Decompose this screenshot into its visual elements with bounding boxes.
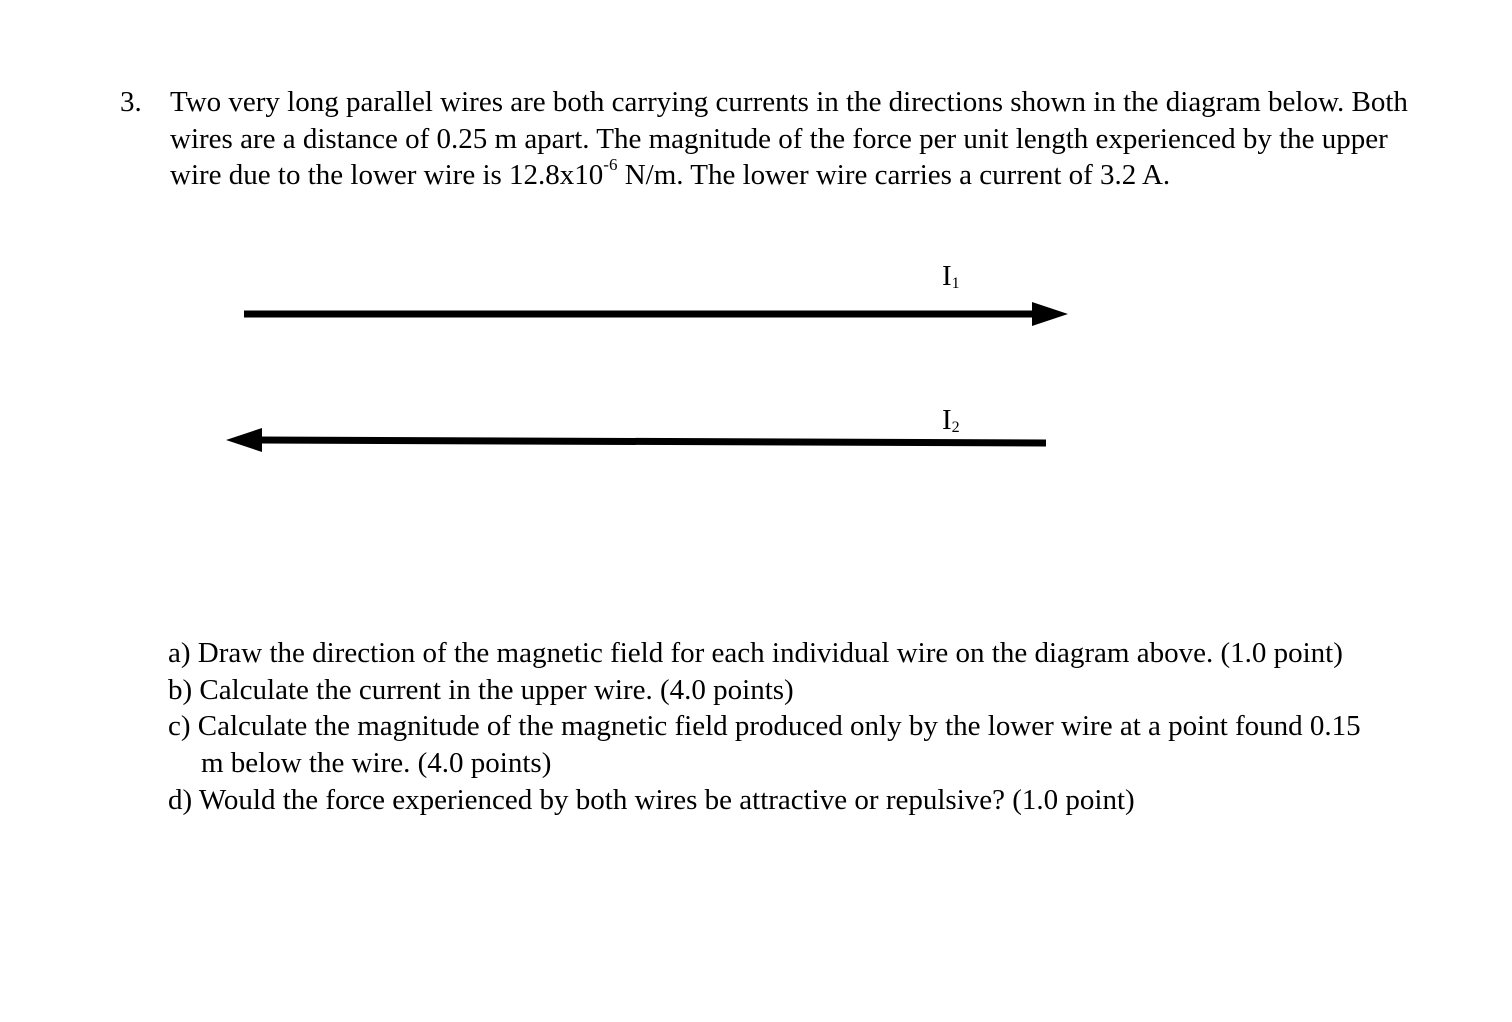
lower-current-symbol: I xyxy=(942,404,952,436)
upper-current-symbol: I xyxy=(942,260,952,292)
question-c: c) Calculate the magnitude of the magnetic field produced only by the lower wire at a point found 0.15 m below the wire. (4.0 points) xyxy=(168,710,1361,780)
lower-current-subscript: 2 xyxy=(951,419,960,436)
question-a: a) Draw the direction of the magnetic field for each individual wire on the diagram above. (1.0 point) xyxy=(168,637,1343,669)
upper-current-label xyxy=(942,261,960,299)
lower-wire-line xyxy=(258,440,1046,443)
question-d: d) Would the force experienced by both wires be attractive or repulsive? (1.0 point) xyxy=(168,783,1135,816)
questions-list xyxy=(168,635,1368,819)
upper-current-subscript: 1 xyxy=(951,275,960,292)
question-b: b) Calculate the current in the upper wire. (4.0 points) xyxy=(168,673,794,706)
problem-text-part1: Two very long parallel wires are both carrying currents in the directions shown in the diagram below. Both wires are a distance of 0.25 m apart. The magnitude of the force per unit length experienced by the upper wire due to the lower wire is 12.8x10 xyxy=(170,86,1408,191)
lower-wire-arrowhead-left xyxy=(226,428,262,452)
problem-number: 3. xyxy=(120,86,142,118)
force-exponent: -6 xyxy=(603,155,618,175)
problem-statement xyxy=(170,84,1410,194)
lower-current-label xyxy=(942,405,960,443)
parallel-wires-diagram xyxy=(220,255,1080,465)
upper-wire-arrowhead-right xyxy=(1032,302,1068,326)
problem-text-part2: N/m. The lower wire carries a current of 3.2 A. xyxy=(617,159,1171,191)
